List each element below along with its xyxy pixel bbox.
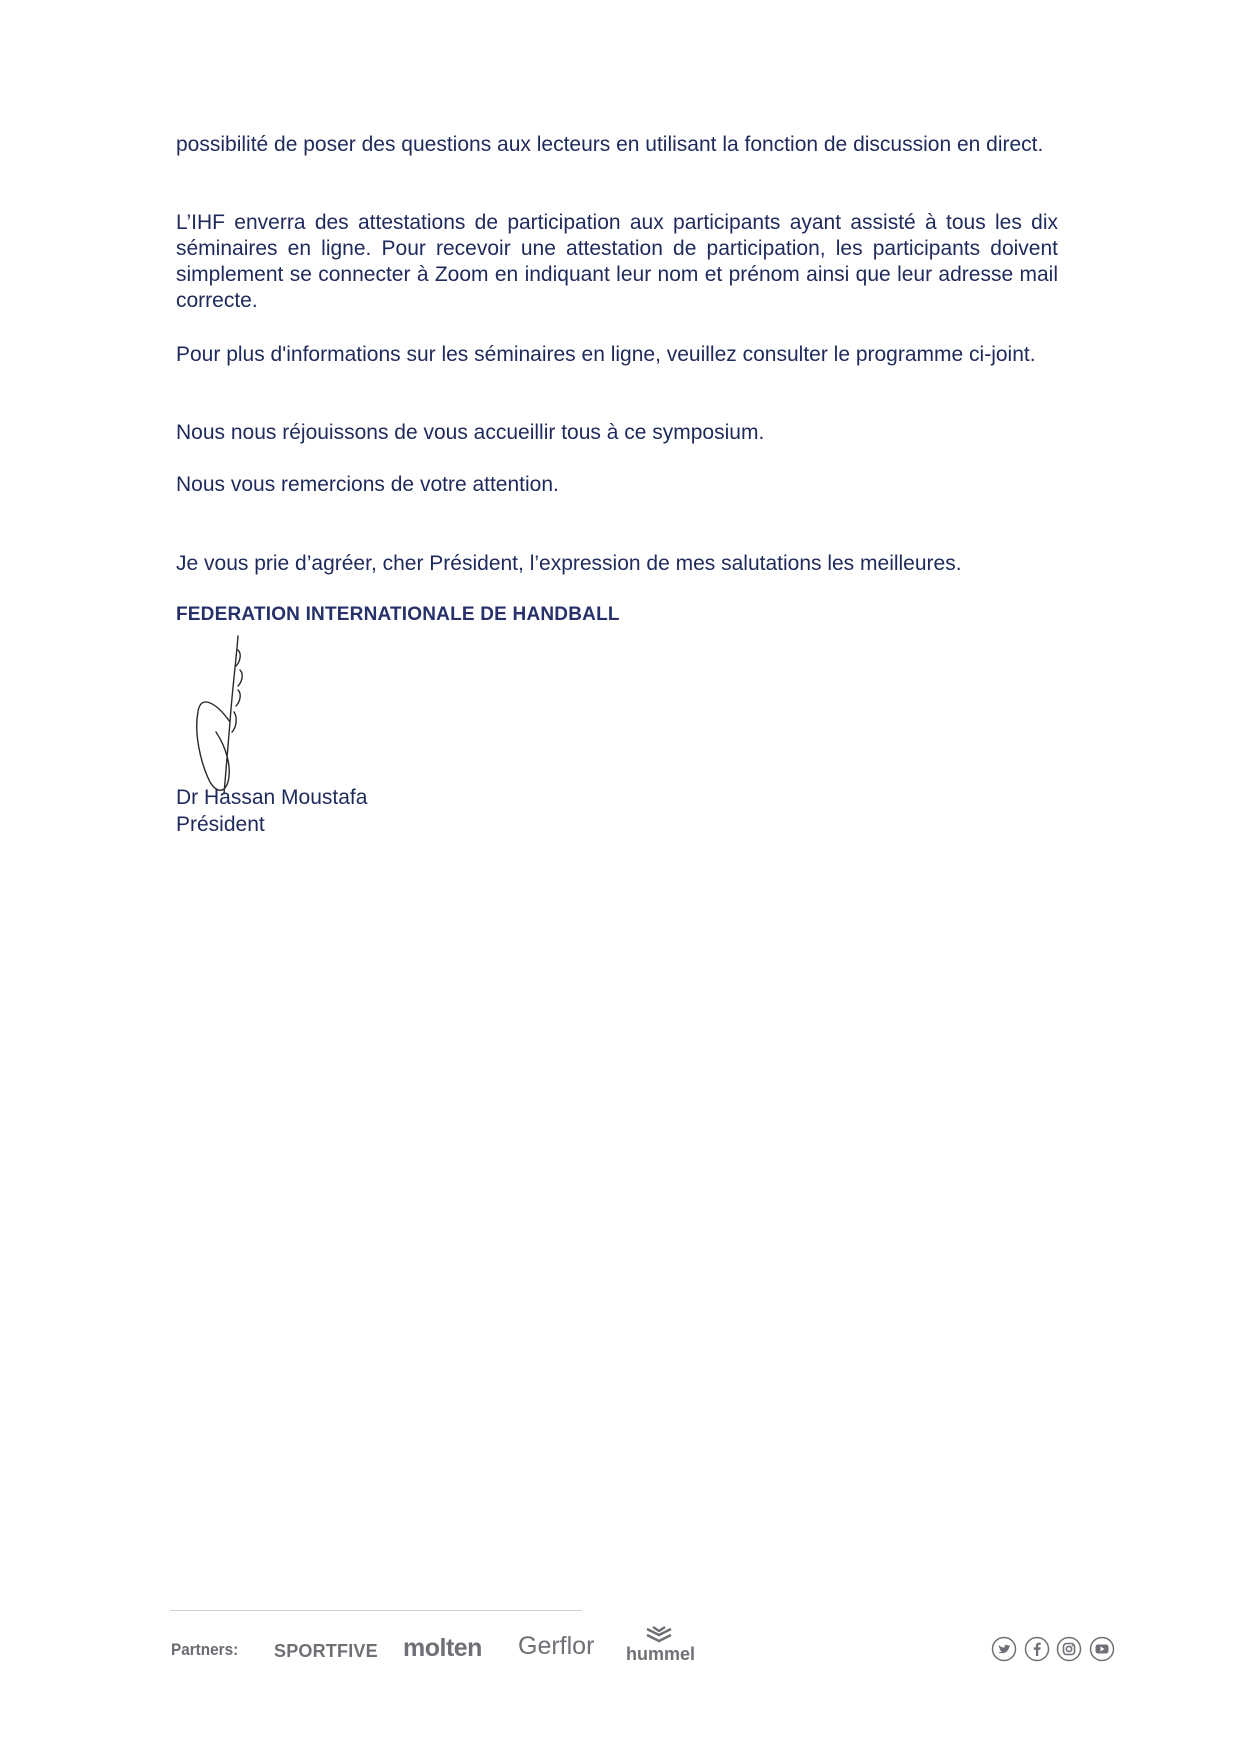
paragraph-certificates: L’IHF enverra des attestations de participation aux participants ayant assisté à tous les dix séminaires en ligne. Pour recevoir une attestation de participation, les participants doivent simplement se connecter à Zoom en indiquant leur nom et prénom ainsi que leur adresse mail correcte. <box>176 211 1058 312</box>
gerflor-logo: Gerflor <box>518 1632 595 1660</box>
signature-image <box>186 632 276 802</box>
signer-name: Dr Hassan Moustafa <box>176 786 368 809</box>
molten-logo: molten <box>403 1634 482 1662</box>
paragraph-closing: Je vous prie d’agréer, cher Président, l’expression de mes salutations les meilleures. <box>176 552 962 575</box>
facebook-icon[interactable] <box>1024 1636 1050 1662</box>
hummel-logo <box>626 1626 696 1668</box>
partners-label: Partners: <box>171 1640 239 1659</box>
signer-title: Président <box>176 813 265 836</box>
instagram-icon[interactable] <box>1056 1636 1082 1662</box>
hummel-wordmark: hummel <box>626 1644 696 1664</box>
youtube-icon[interactable] <box>1089 1636 1115 1662</box>
organization-name: FEDERATION INTERNATIONALE DE HANDBALL <box>176 604 620 625</box>
twitter-icon[interactable] <box>991 1636 1017 1662</box>
paragraph-discussion: possibilité de poser des questions aux lecteurs en utilisant la fonction de discussion en direct. <box>176 133 1044 156</box>
paragraph-welcome: Nous nous réjouissons de vous accueillir tous à ce symposium. <box>176 421 765 444</box>
paragraph-information: Pour plus d'informations sur les séminaires en ligne, veuillez consulter le programme ci-joint. <box>176 343 1036 366</box>
sportfive-logo: SPORTFIVE <box>274 1641 378 1661</box>
footer-divider <box>170 1610 582 1611</box>
paragraph-thanks: Nous vous remercions de votre attention. <box>176 473 559 496</box>
signer-block <box>176 784 367 838</box>
hummel-bee-icon <box>644 1626 674 1644</box>
